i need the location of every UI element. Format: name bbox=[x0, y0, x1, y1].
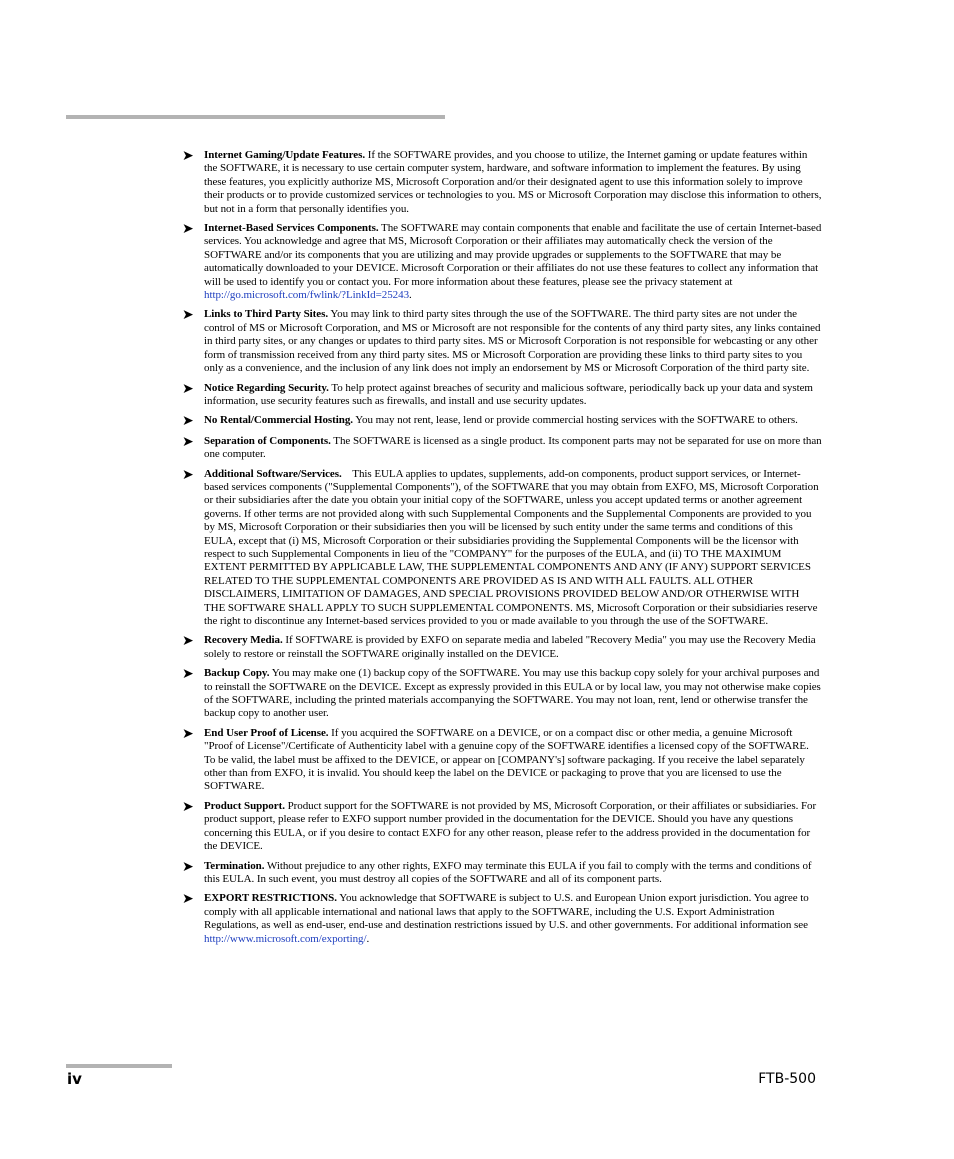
clause-heading: Internet Gaming/Update Features. bbox=[204, 149, 366, 161]
clause-heading: Notice Regarding Security. bbox=[204, 381, 329, 394]
export-info-link[interactable]: http://www.microsoft.com/exporting/ bbox=[204, 932, 367, 945]
clause-text: Without prejudice to any other rights, EXFO may terminate this EULA if you fail to comply with the terms and conditions of this EULA. In such event, you must destroy all copies of the SOFTWARE and all of its component parts. bbox=[204, 859, 812, 885]
clause-security-notice bbox=[182, 382, 822, 409]
clause-text: You may make one (1) backup copy of the SOFTWARE. You may use this backup copy solely for your archival purposes and to reinstall the SOFTWARE on the DEVICE. Except as expressly provided in this EULA or by local law, you may not otherwise make copies of the SOFTWARE, including the printed materials accompanying the SOFTWARE. You may not loan, rent, lend or otherwise transfer the backup copy to another user. bbox=[204, 667, 821, 720]
clause-body bbox=[204, 892, 822, 946]
clause-internet-gaming bbox=[182, 149, 822, 216]
clause-text: To help protect against breaches of security and malicious software, periodically back up your data and system information, use security features such as firewalls, and install and use security updates. bbox=[204, 381, 813, 407]
clause-body bbox=[204, 667, 822, 721]
clause-separation bbox=[182, 435, 822, 462]
clause-text: You may not rent, lease, lend or provide commercial hosting services with the SOFTWARE to others. bbox=[352, 414, 798, 427]
clause-body bbox=[204, 634, 822, 661]
arrow-bullet-icon: ➤ bbox=[182, 433, 194, 450]
arrow-bullet-icon: ➤ bbox=[182, 725, 194, 742]
clause-heading: Additional Software/Services. bbox=[204, 467, 342, 480]
clause-text: You acknowledge that SOFTWARE is subject to U.S. and European Union export jurisdiction. You agree to comply with all applicable international and national laws that apply to the SOFTWARE, including the U.S. Export Administration Regulations, as well as end-user, end-use and destination restrictions issued by U.S. and other governments. For additional information see bbox=[204, 892, 809, 932]
clause-heading: Links to Third Party Sites. bbox=[204, 308, 329, 321]
clause-text: If the SOFTWARE provides, and you choose to utilize, the Internet gaming or update features within the SOFTWARE, it is necessary to use certain computer system, hardware, and software information to implement the features. By using these features, you explicitly authorize MS, Microsoft Corporation and/or their designated agent to use this information solely to improve their products or to provide customized services or technologies to you. MS or Microsoft Corporation may disclose this information to others, but not in a form that personally identifies you. bbox=[204, 149, 822, 215]
clause-heading: Backup Copy. bbox=[204, 667, 270, 680]
privacy-statement-link[interactable]: http://go.microsoft.com/fwlink/?LinkId=25243 bbox=[204, 289, 410, 302]
clause-heading: EXPORT RESTRICTIONS. bbox=[204, 892, 337, 905]
clause-third-party-links bbox=[182, 308, 822, 375]
clause-recovery-media bbox=[182, 634, 822, 661]
clause-body bbox=[204, 800, 822, 854]
clause-internet-based-services bbox=[182, 222, 822, 302]
clause-body bbox=[204, 149, 822, 216]
clause-proof-of-license bbox=[182, 727, 822, 794]
arrow-bullet-icon: ➤ bbox=[182, 413, 194, 430]
arrow-bullet-icon: ➤ bbox=[182, 858, 194, 875]
clause-heading: Recovery Media. bbox=[204, 634, 283, 647]
arrow-bullet-icon: ➤ bbox=[182, 666, 194, 683]
clause-text: The SOFTWARE may contain components that enable and facilitate the use of certain Internet-based services. You acknowledge and agree that MS, Microsoft Corporation or their affiliates may automatically check the version of the SOFTWARE and/or its components that you are utilizing and may provide upgrades or supplements to the SOFTWARE that may be automatically downloaded to your DEVICE. Microsoft Corporation or their affiliates do not use these features to collect any information that will be used to identify you or contact you. For more information about these features, please see the privacy statement at bbox=[204, 222, 822, 288]
clause-text-end: . bbox=[409, 289, 412, 302]
clause-text: This EULA applies to updates, supplements, add-on components, product support services, or Internet-based services components ("Supplemental Components"), of the SOFTWARE that you may obtain from EXFO, MS, Microsoft Corporation or their subsidiaries after the date you obtain your initial copy of the SOFTWARE, unless you accept updated terms or another agreement governs. If other terms are not provided along with such Supplemental Components and the Supplemental Components are provided to you by MS, Microsoft Corporation or their subsidiaries then you will be licensed by such entity under the same terms and conditions of this EULA, except that (i) MS, Microsoft Corporation or their subsidiaries providing the Supplemental Components will be the licensor with respect to such Supplemental Components in lieu of the "COMPANY" for the purposes of the EULA, and (ii) TO THE MAXIMUM EXTENT PERMITTED BY APPLICABLE LAW, THE SUPPLEMENTAL COMPONENTS AND ANY (IF ANY) SUPPORT SERVICES RELATED TO THE SUPPLEMENTAL COMPONENTS ARE PROVIDED AS IS AND WITH ALL FAULTS. ALL OTHER DISCLAIMERS, LIMITATION OF DAMAGES, AND SPECIAL PROVISIONS PROVIDED BELOW AND/OR OTHERWISE WITH THE SOFTWARE SHALL APPLY TO SUCH SUPPLEMENTAL COMPONENTS. MS, Microsoft Corporation or their subsidiaries reserve the right to discontinue any Internet-based services provided to you or made available to you through the use of the SOFTWARE. bbox=[204, 467, 822, 627]
clause-body bbox=[204, 727, 822, 794]
clause-body bbox=[204, 382, 822, 409]
clause-heading: End User Proof of License. bbox=[204, 726, 329, 739]
clause-text-end: . bbox=[366, 932, 370, 945]
clause-heading: No Rental/Commercial Hosting. bbox=[204, 414, 353, 427]
arrow-bullet-icon: ➤ bbox=[182, 466, 194, 483]
arrow-bullet-icon: ➤ bbox=[182, 633, 194, 650]
arrow-bullet-icon: ➤ bbox=[182, 221, 194, 238]
arrow-bullet-icon: ➤ bbox=[182, 891, 194, 908]
clause-text: If you acquired the SOFTWARE on a DEVICE, or on a compact disc or other media, a genuine Microsoft "Proof of License"/Certificate of Authenticity label with a genuine copy of the SOFTWARE identifies a licensed copy of the SOFTWARE. To be valid, the label must be affixed to the DEVICE, or appear on [COMPANY's] software packaging. If you receive the label separately other than from EXFO, it is invalid. You should keep the label on the DEVICE or packaging to prove that you are licensed to use the SOFTWARE. bbox=[204, 726, 809, 793]
clause-no-rental bbox=[182, 414, 822, 428]
clause-body bbox=[204, 860, 822, 887]
arrow-bullet-icon: ➤ bbox=[182, 307, 194, 324]
clause-backup-copy bbox=[182, 667, 822, 721]
arrow-bullet-icon: ➤ bbox=[182, 148, 194, 164]
clause-heading: Separation of Components. bbox=[204, 434, 331, 447]
page-number: iv bbox=[67, 1070, 82, 1088]
header-rule bbox=[66, 115, 445, 119]
eula-clauses bbox=[182, 149, 822, 952]
clause-additional-software bbox=[182, 468, 822, 629]
clause-heading: Product Support. bbox=[204, 799, 285, 812]
clause-body bbox=[204, 308, 822, 375]
clause-body bbox=[204, 468, 822, 629]
arrow-bullet-icon: ➤ bbox=[182, 798, 194, 815]
clause-heading: Termination. bbox=[204, 859, 265, 872]
document-id: FTB-500 bbox=[758, 1071, 816, 1087]
clause-product-support bbox=[182, 800, 822, 854]
clause-body bbox=[204, 222, 822, 302]
clause-heading: Internet-Based Services Components. bbox=[204, 222, 379, 235]
clause-export-restrictions bbox=[182, 892, 822, 946]
clause-body bbox=[204, 435, 822, 462]
arrow-bullet-icon: ➤ bbox=[182, 380, 194, 397]
clause-text: If SOFTWARE is provided by EXFO on separate media and labeled "Recovery Media" you may use the Recovery Media solely to restore or reinstall the SOFTWARE originally installed on the DEVICE. bbox=[204, 634, 816, 660]
clause-text: The SOFTWARE is licensed as a single product. Its component parts may not be separated for use on more than one computer. bbox=[204, 434, 822, 461]
footer-rule bbox=[66, 1064, 172, 1068]
clause-body bbox=[204, 414, 822, 427]
clause-text: You may link to third party sites through the use of the SOFTWARE. The third party sites are not under the control of MS or Microsoft Corporation, and MS or Microsoft are not responsible for the contents of any third party sites, any links contained in third party sites, or any changes or updates to third party sites. MS or Microsoft Corporation is not responsible for webcasting or any other form of transmission received from any third party sites. MS or Microsoft Corporation are providing these links to third party sites to you only as a convenience, and the inclusion of any link does not imply an endorsement by MS or Microsoft Corporation of the third party site. bbox=[204, 308, 821, 375]
clause-text: Product support for the SOFTWARE is not provided by MS, Microsoft Corporation, or their affiliates or subsidiaries. For product support, please refer to EXFO support number provided in the documentation for the DEVICE. Should you have any questions concerning this EULA, or if you desire to contact EXFO for any other reason, please refer to the address provided in the documentation for the DEVICE. bbox=[204, 799, 817, 853]
clause-termination bbox=[182, 860, 822, 887]
